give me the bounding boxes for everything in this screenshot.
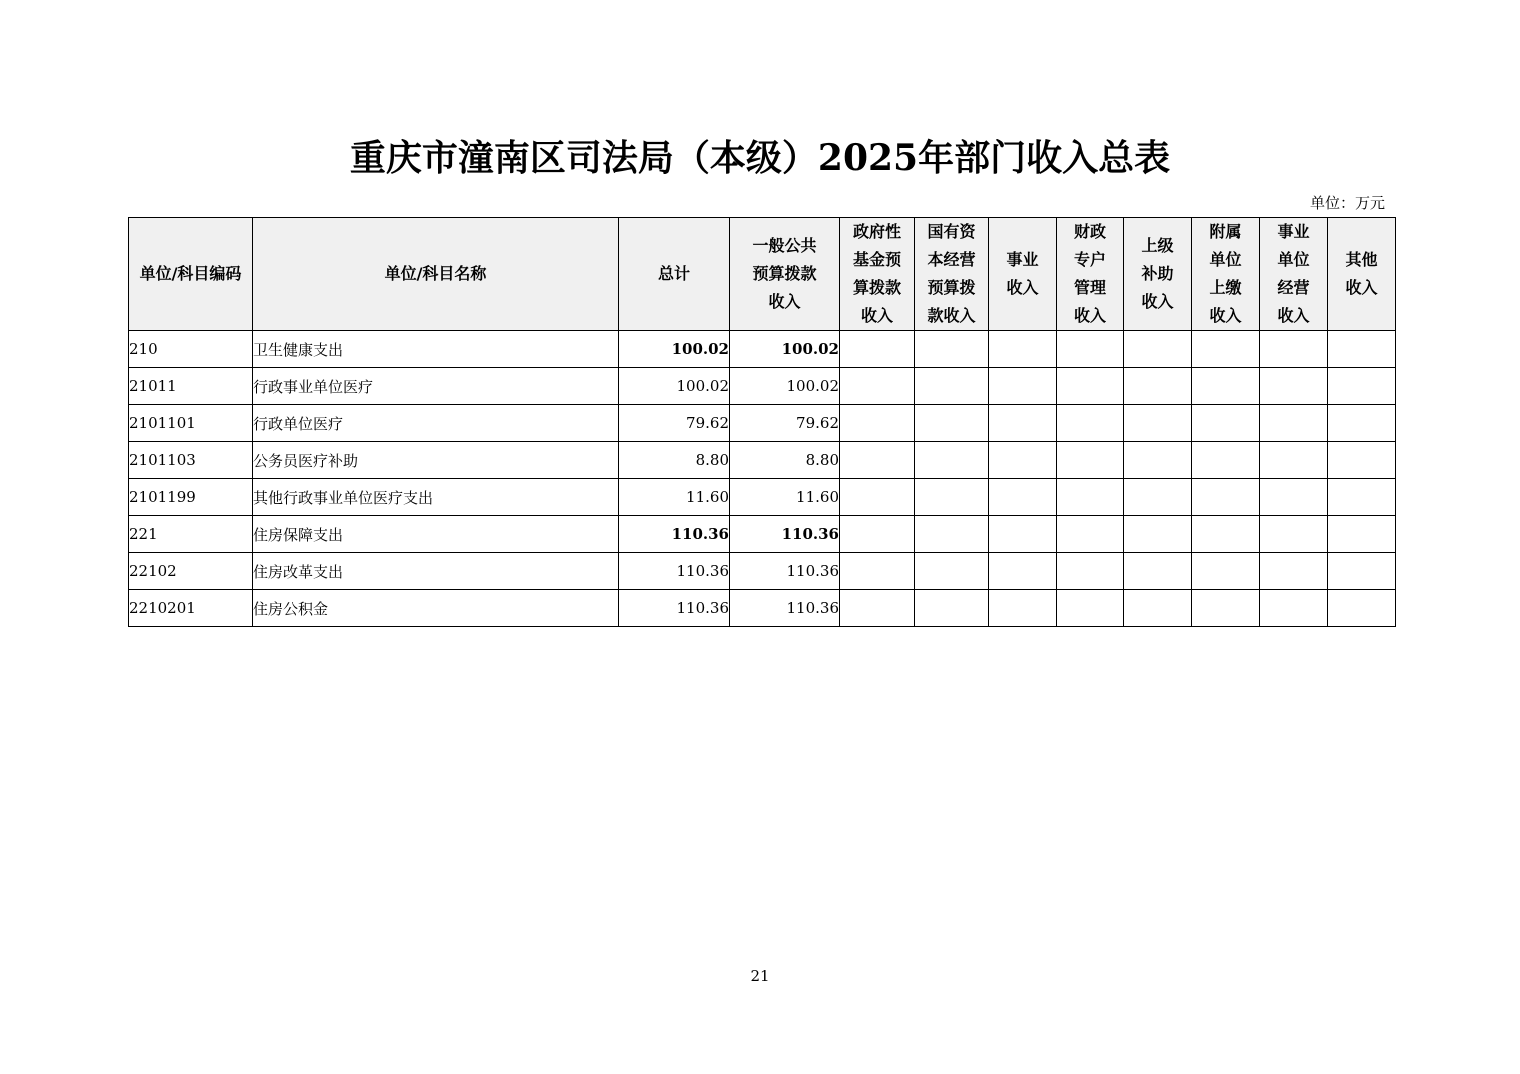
empty-cell bbox=[989, 479, 1057, 516]
empty-cell bbox=[1124, 442, 1192, 479]
row-name: 住房公积金 bbox=[253, 590, 619, 627]
table-row bbox=[129, 590, 1396, 627]
empty-cell bbox=[1057, 405, 1124, 442]
row-code: 210 bbox=[129, 331, 253, 368]
table-row bbox=[129, 442, 1396, 479]
row-general-budget: 110.36 bbox=[730, 516, 840, 553]
income-table bbox=[128, 217, 1396, 627]
header-unit-operating: 事业单位经营收入 bbox=[1260, 218, 1328, 331]
empty-cell bbox=[1124, 553, 1192, 590]
empty-cell bbox=[989, 442, 1057, 479]
row-name: 其他行政事业单位医疗支出 bbox=[253, 479, 619, 516]
row-general-budget: 110.36 bbox=[730, 590, 840, 627]
empty-cell bbox=[840, 516, 915, 553]
unit-label: 单位：万元 bbox=[1309, 194, 1385, 212]
empty-cell bbox=[989, 590, 1057, 627]
empty-cell bbox=[1328, 331, 1396, 368]
row-code: 2210201 bbox=[129, 590, 253, 627]
row-general-budget: 110.36 bbox=[730, 553, 840, 590]
empty-cell bbox=[1124, 590, 1192, 627]
table-row bbox=[129, 405, 1396, 442]
row-total: 100.02 bbox=[619, 368, 730, 405]
row-name: 公务员医疗补助 bbox=[253, 442, 619, 479]
empty-cell bbox=[1192, 368, 1260, 405]
empty-cell bbox=[1124, 405, 1192, 442]
empty-cell bbox=[1124, 331, 1192, 368]
row-name: 住房改革支出 bbox=[253, 553, 619, 590]
row-total: 110.36 bbox=[619, 516, 730, 553]
empty-cell bbox=[989, 405, 1057, 442]
empty-cell bbox=[1260, 331, 1328, 368]
header-gov-fund: 政府性基金预算拨款收入 bbox=[840, 218, 915, 331]
empty-cell bbox=[989, 516, 1057, 553]
empty-cell bbox=[915, 479, 989, 516]
row-code: 2101101 bbox=[129, 405, 253, 442]
empty-cell bbox=[915, 405, 989, 442]
empty-cell bbox=[840, 442, 915, 479]
empty-cell bbox=[1328, 553, 1396, 590]
header-general-budget: 一般公共预算拨款收入 bbox=[730, 218, 840, 331]
row-total: 79.62 bbox=[619, 405, 730, 442]
empty-cell bbox=[1124, 368, 1192, 405]
empty-cell bbox=[840, 405, 915, 442]
empty-cell bbox=[1192, 331, 1260, 368]
empty-cell bbox=[1328, 405, 1396, 442]
table-row bbox=[129, 516, 1396, 553]
empty-cell bbox=[1328, 368, 1396, 405]
empty-cell bbox=[1192, 553, 1260, 590]
empty-cell bbox=[1192, 405, 1260, 442]
row-general-budget: 100.02 bbox=[730, 331, 840, 368]
table-row bbox=[129, 553, 1396, 590]
table-row bbox=[129, 479, 1396, 516]
row-name: 行政事业单位医疗 bbox=[253, 368, 619, 405]
page-title: 重庆市潼南区司法局（本级）2025年部门收入总表 bbox=[349, 137, 1171, 179]
row-code: 221 bbox=[129, 516, 253, 553]
header-code: 单位/科目编码 bbox=[129, 218, 253, 331]
table-row bbox=[129, 368, 1396, 405]
empty-cell bbox=[1057, 368, 1124, 405]
header-special-account: 财政专户管理收入 bbox=[1057, 218, 1124, 331]
empty-cell bbox=[1328, 516, 1396, 553]
empty-cell bbox=[840, 331, 915, 368]
row-general-budget: 11.60 bbox=[730, 479, 840, 516]
empty-cell bbox=[1057, 516, 1124, 553]
header-other-income: 其他收入 bbox=[1328, 218, 1396, 331]
row-total: 100.02 bbox=[619, 331, 730, 368]
empty-cell bbox=[1124, 479, 1192, 516]
empty-cell bbox=[1057, 590, 1124, 627]
empty-cell bbox=[840, 553, 915, 590]
empty-cell bbox=[915, 331, 989, 368]
empty-cell bbox=[840, 368, 915, 405]
header-affiliated-units: 附属单位上缴收入 bbox=[1192, 218, 1260, 331]
empty-cell bbox=[1192, 516, 1260, 553]
empty-cell bbox=[1260, 553, 1328, 590]
empty-cell bbox=[1260, 479, 1328, 516]
empty-cell bbox=[1057, 553, 1124, 590]
table-row bbox=[129, 331, 1396, 368]
empty-cell bbox=[840, 479, 915, 516]
header-state-capital: 国有资本经营预算拨款收入 bbox=[915, 218, 989, 331]
row-total: 11.60 bbox=[619, 479, 730, 516]
empty-cell bbox=[1057, 442, 1124, 479]
empty-cell bbox=[915, 516, 989, 553]
empty-cell bbox=[1057, 479, 1124, 516]
empty-cell bbox=[915, 553, 989, 590]
empty-cell bbox=[1328, 479, 1396, 516]
row-general-budget: 79.62 bbox=[730, 405, 840, 442]
page-number: 21 bbox=[750, 967, 770, 985]
row-name: 卫生健康支出 bbox=[253, 331, 619, 368]
row-code: 21011 bbox=[129, 368, 253, 405]
row-code: 2101103 bbox=[129, 442, 253, 479]
header-business-income: 事业收入 bbox=[989, 218, 1057, 331]
empty-cell bbox=[1124, 516, 1192, 553]
empty-cell bbox=[915, 590, 989, 627]
empty-cell bbox=[1260, 368, 1328, 405]
empty-cell bbox=[1328, 590, 1396, 627]
header-row bbox=[129, 218, 1396, 331]
header-name: 单位/科目名称 bbox=[253, 218, 619, 331]
row-total: 8.80 bbox=[619, 442, 730, 479]
empty-cell bbox=[1192, 590, 1260, 627]
row-name: 住房保障支出 bbox=[253, 516, 619, 553]
empty-cell bbox=[915, 368, 989, 405]
empty-cell bbox=[840, 590, 915, 627]
header-total: 总计 bbox=[619, 218, 730, 331]
empty-cell bbox=[1260, 405, 1328, 442]
row-total: 110.36 bbox=[619, 590, 730, 627]
empty-cell bbox=[1260, 442, 1328, 479]
empty-cell bbox=[1260, 516, 1328, 553]
row-general-budget: 8.80 bbox=[730, 442, 840, 479]
empty-cell bbox=[989, 331, 1057, 368]
row-name: 行政单位医疗 bbox=[253, 405, 619, 442]
empty-cell bbox=[1260, 590, 1328, 627]
row-general-budget: 100.02 bbox=[730, 368, 840, 405]
row-code: 2101199 bbox=[129, 479, 253, 516]
empty-cell bbox=[915, 442, 989, 479]
header-superior-subsidy: 上级补助收入 bbox=[1124, 218, 1192, 331]
empty-cell bbox=[1057, 331, 1124, 368]
empty-cell bbox=[989, 553, 1057, 590]
row-total: 110.36 bbox=[619, 553, 730, 590]
empty-cell bbox=[1192, 479, 1260, 516]
empty-cell bbox=[1328, 442, 1396, 479]
row-code: 22102 bbox=[129, 553, 253, 590]
empty-cell bbox=[1192, 442, 1260, 479]
empty-cell bbox=[989, 368, 1057, 405]
